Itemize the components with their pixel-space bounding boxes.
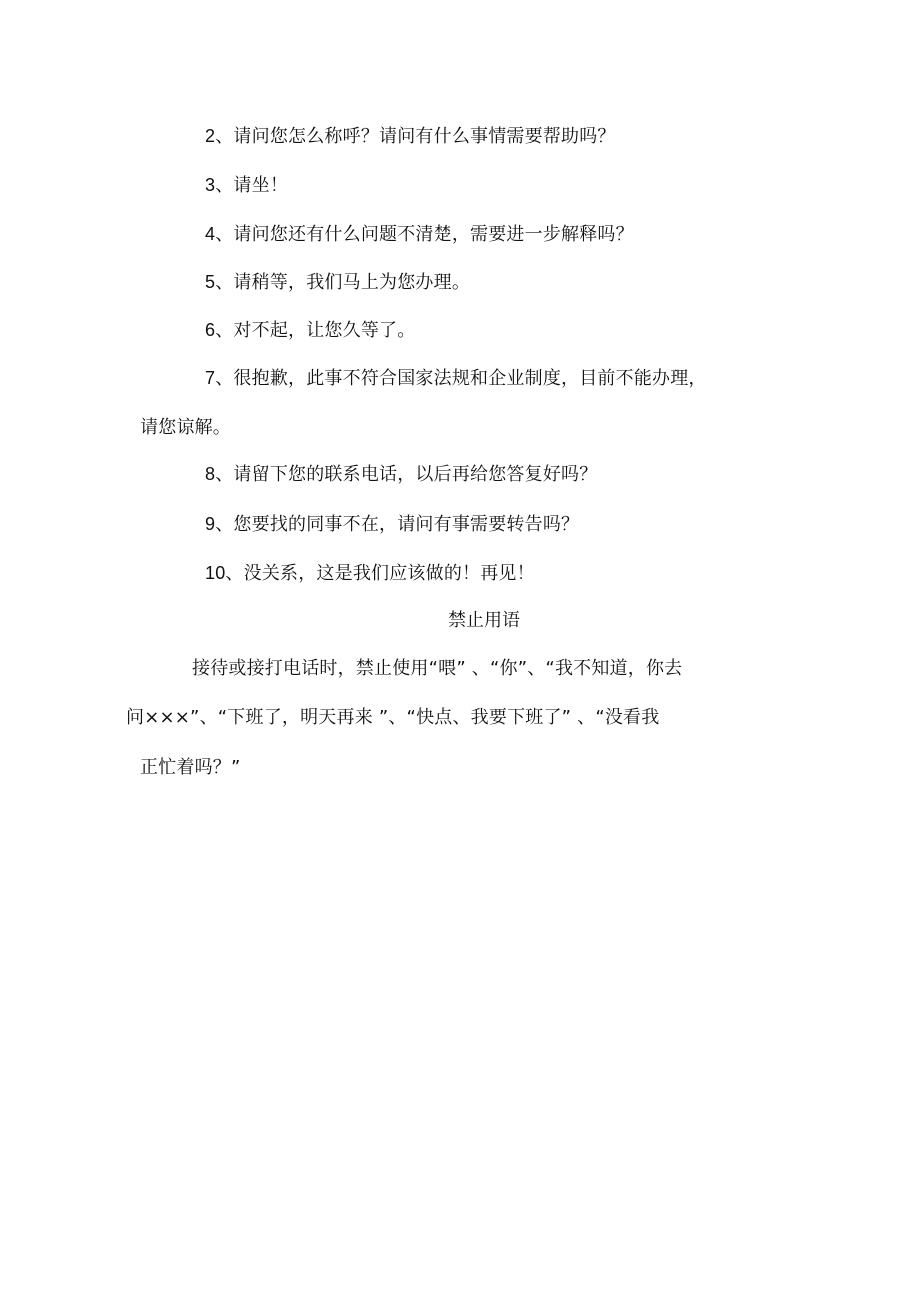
item-text: 、您要找的同事不在，请问有事需要转告吗？ [215, 514, 580, 535]
forbidden-paragraph-line: 接待或接打电话时，禁止使用“喂” 、“你”、“我不知道，你去 [192, 658, 683, 679]
item-text: 、请问您还有什么问题不清楚，需要进一步解释吗？ [215, 224, 634, 245]
item-text: 、请留下您的联系电话，以后再给您答复好吗？ [215, 464, 598, 485]
item-text: 、请稍等，我们马上为您办理。 [215, 272, 471, 293]
courtesy-item [205, 512, 579, 537]
courtesy-item [205, 318, 415, 343]
item-text: 、没关系，这是我们应该做的！再见！ [225, 563, 535, 584]
item-text: 、请问您怎么称呼？请问有什么事情需要帮助吗？ [215, 126, 616, 147]
courtesy-item [205, 124, 616, 149]
item-number: 8 [205, 464, 216, 484]
courtesy-item-continuation: 请您谅解。 [140, 417, 231, 438]
item-number: 10 [205, 563, 226, 583]
item-number: 7 [205, 368, 216, 388]
courtesy-item [205, 366, 707, 391]
forbidden-paragraph-line: 问×××”、“下班了，明天再来 ”、“快点、我要下班了” 、“没看我 [126, 707, 660, 728]
item-number: 2 [205, 126, 216, 146]
item-text: 、很抱歉，此事不符合国家法规和企业制度，目前不能办理， [215, 368, 707, 389]
item-number: 5 [205, 272, 216, 292]
courtesy-item [205, 222, 634, 247]
courtesy-item [205, 561, 535, 586]
item-number: 9 [205, 514, 216, 534]
courtesy-item [205, 173, 288, 198]
item-text: 、对不起，让您久等了。 [215, 320, 416, 341]
courtesy-item [205, 270, 470, 295]
item-number: 3 [205, 175, 216, 195]
forbidden-paragraph-line: 正忙着吗？” [140, 757, 241, 778]
courtesy-item [205, 462, 597, 487]
item-text: 、请坐！ [215, 175, 289, 196]
item-number: 4 [205, 224, 216, 244]
item-number: 6 [205, 320, 216, 340]
section-heading: 禁止用语 [448, 610, 520, 631]
